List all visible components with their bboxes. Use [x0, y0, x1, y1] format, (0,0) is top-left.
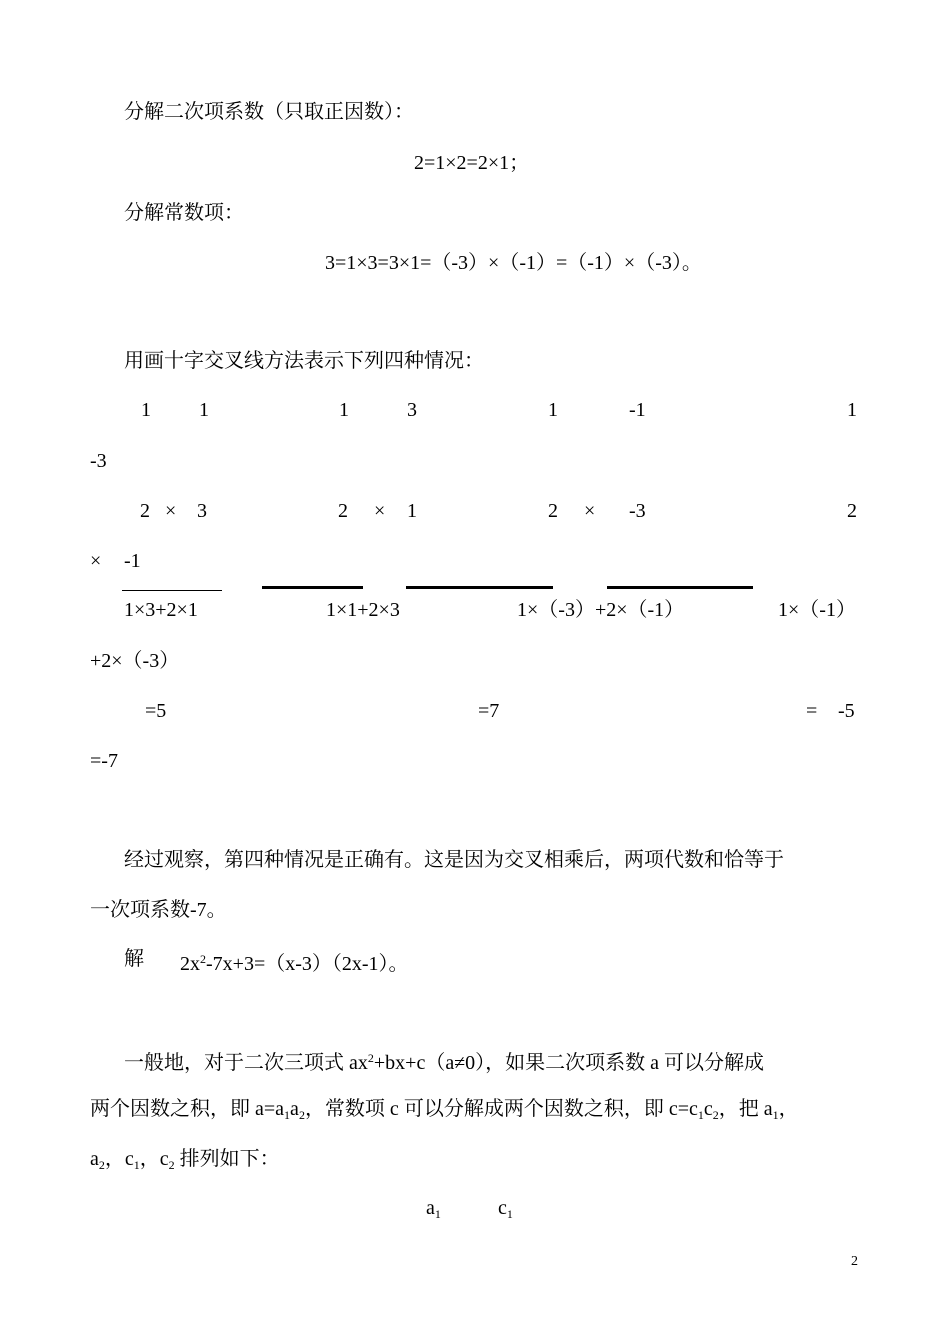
cross-sum: 1×（-3）+2×（-1） [517, 599, 685, 621]
cross-value: 1 [141, 399, 151, 421]
times-sign: × [90, 550, 102, 572]
paragraph-observation-cont: 一次项系数-7。 [90, 899, 227, 921]
times-sign: × [165, 500, 177, 522]
cross-sum: 1×3+2×1 [124, 599, 198, 621]
cross-value: 3 [197, 500, 207, 522]
times-sign: × [584, 500, 596, 522]
cross-value: 1 [199, 399, 209, 421]
divider-line [607, 586, 753, 589]
cross-value: 1 [407, 500, 417, 522]
paragraph-general-line3: $a_2$，$c_1$，$c_2$ 排列如下： [90, 1148, 280, 1172]
cross-result: = [806, 700, 818, 722]
cross-result: -5 [838, 700, 855, 722]
equation-coefficient: 2=1×2=2×1； [414, 152, 530, 174]
arrangement-a1: $a_1$ [426, 1197, 441, 1221]
arrangement-c1: $c_1$ [498, 1197, 513, 1221]
paragraph-observation: 经过观察，第四种情况是正确有。这是因为交叉相乘后，两项代数和恰等于 [124, 849, 784, 871]
cross-value: 1 [339, 399, 349, 421]
cross-value: -3 [90, 450, 107, 472]
divider-line [406, 586, 553, 589]
cross-result: =5 [145, 700, 167, 722]
equation-constant: 3=1×3=3×1=（-3）×（-1）=（-1）×（-3）。 [325, 252, 702, 274]
cross-value: 3 [407, 399, 417, 421]
solution-label: 解 [124, 948, 144, 970]
divider-line [262, 586, 363, 589]
cross-value: 1 [847, 399, 857, 421]
cross-value: 2 [847, 500, 857, 522]
paragraph-constant-factoring: 分解常数项： [124, 202, 244, 224]
cross-value: -3 [629, 500, 646, 522]
paragraph-cross-method: 用画十字交叉线方法表示下列四种情况： [124, 350, 484, 372]
cross-value: -1 [629, 399, 646, 421]
cross-sum: 1×（-1） [778, 599, 856, 621]
paragraph-general: 一般地，对于二次三项式 $ax^2+bx+c(a\ne 0)$，如果二次项系数 a 可以分解成 [124, 1051, 765, 1074]
solution-equation: $2x^2-7x+3=(x-3)(2x-1)$。 [180, 952, 409, 975]
paragraph-coefficient-factoring: 分解二次项系数（只取正因数）： [124, 101, 414, 123]
cross-result: =-7 [90, 750, 118, 772]
divider-line [122, 590, 222, 591]
cross-value: 2 [140, 500, 150, 522]
page-number: 2 [851, 1254, 858, 1269]
cross-sum: +2×（-3） [90, 650, 180, 672]
paragraph-general-line2: 两个因数之积，即 $a=a_1a_2$，常数项 c 可以分解成两个因数之积，即 $c=c_1c_2$，把 $a_1$， [90, 1098, 799, 1122]
cross-value: 1 [548, 399, 558, 421]
cross-value: -1 [124, 550, 141, 572]
cross-sum: 1×1+2×3 [326, 599, 400, 621]
cross-value: 2 [338, 500, 348, 522]
times-sign: × [374, 500, 386, 522]
cross-result: =7 [478, 700, 500, 722]
cross-value: 2 [548, 500, 558, 522]
